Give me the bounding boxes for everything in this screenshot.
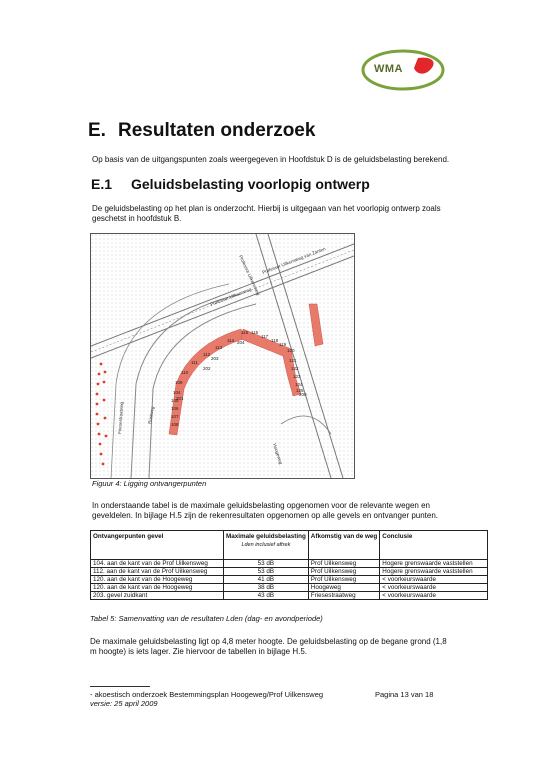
logo-text: WMA (374, 63, 403, 75)
cell-point: 104. aan de kant van de Prof Uilkensweg (91, 560, 224, 568)
cell-conclusion: Hogere grenswaarde vaststellen (380, 560, 488, 568)
footer-rule (90, 686, 150, 687)
receiver-label: 114 (227, 338, 235, 343)
receiver-dot (104, 371, 107, 374)
receiver-dot (103, 399, 106, 402)
receiver-label: 104 (173, 390, 181, 395)
section-heading (91, 176, 370, 192)
receiver-label: 109 (175, 380, 183, 385)
cell-load: 41 dB (224, 576, 309, 584)
chapter-number: E. (88, 120, 106, 141)
receiver-label: 106 (171, 406, 179, 411)
map-background (91, 234, 354, 478)
receiver-label: 123 (293, 374, 301, 379)
cell-point: 203. gevel zuidkant (91, 592, 224, 600)
table-caption: Tabel 5: Samenvatting van de resultaten Lden (dag- en avondperiode) (90, 614, 323, 623)
receiver-label: 119 (279, 342, 287, 347)
receiver-label: 122 (291, 366, 299, 371)
receiver-label: 108 (171, 422, 179, 427)
cell-point: 120. aan de kant van de Hoogeweg (91, 584, 224, 592)
cell-source: Prof Uilkensweg (308, 560, 379, 568)
header-load-label: Maximale geluidsbelasting (226, 533, 306, 540)
street-label: Rustweg (147, 406, 156, 425)
table-row (91, 592, 488, 600)
receiver-label: 112 (203, 352, 211, 357)
receiver-dot (96, 403, 99, 406)
intro-paragraph: Op basis van de uitgangspunten zoals weergegeven in Hoofdstuk D is de geluidsbelasting berekend. (92, 155, 450, 164)
section-paragraph: De geluidsbelasting op het plan is onderzocht. Hierbij is uitgegaan van het voorlopig ontwerp zoals geschetst in hoofdstuk B. (92, 204, 441, 223)
cell-load: 53 dB (224, 568, 309, 576)
receiver-label: 201 (176, 396, 184, 401)
receiver-label: 115 (241, 330, 249, 335)
receiver-dot (96, 413, 99, 416)
street-label: Friesestraatweg (117, 401, 125, 435)
footer-title: - akoestisch onderzoek Bestemmingsplan Hoogeweg/Prof Uilkensweg (90, 690, 324, 699)
chapter-title: Resultaten onderzoek (118, 120, 316, 141)
receiver-label: 107 (171, 414, 179, 419)
receiver-dot (105, 435, 108, 438)
section-title: Geluidsbelasting voorlopig ontwerp (131, 176, 370, 192)
receiver-dot (103, 381, 106, 384)
receiver-label: 200 (299, 392, 307, 397)
receiver-label: 203 (211, 356, 219, 361)
logo-ellipse-icon (360, 48, 446, 92)
cell-load: 53 dB (224, 560, 309, 568)
receiver-dot (100, 363, 103, 366)
table-header-row (91, 531, 488, 560)
receiver-dot (100, 453, 103, 456)
wma-logo (360, 48, 446, 92)
cell-point: 120. aan de kant van de Hoogeweg (91, 576, 224, 584)
cell-load: 38 dB (224, 584, 309, 592)
receiver-label: 125 (296, 388, 304, 393)
footer-left (90, 690, 323, 708)
receiver-label: 118 (271, 338, 279, 343)
street-label: Hoogeweg (272, 442, 284, 465)
chapter-heading (88, 120, 315, 142)
receiver-label: 117 (261, 334, 269, 339)
receiver-dot (97, 383, 100, 386)
cell-load: 43 dB (224, 592, 309, 600)
header-source: Afkomstig van de weg (308, 531, 379, 560)
cell-conclusion: Hogere grenswaarde vaststellen (380, 568, 488, 576)
receiver-dot (98, 433, 101, 436)
receiver-label: 113 (215, 345, 223, 350)
conclusion-paragraph: De maximale geluidsbelasting ligt op 4,8 meter hoogte. De geluidsbelasting op de begane grond (1,8 m hoogte) is iets lager. Zie hiervoor de tabellen in bijlage H.5. (90, 637, 447, 656)
receiver-label: 204 (237, 340, 245, 345)
receiver-dot (96, 393, 99, 396)
cell-source: Prof Uilkensweg (308, 576, 379, 584)
cell-conclusion: < voorkeurswaarde (380, 576, 488, 584)
receiver-dot (97, 423, 100, 426)
map-drawing (91, 234, 354, 478)
cell-conclusion: < voorkeurswaarde (380, 584, 488, 592)
cell-point: 112. aan de kant van de Prof Uilkensweg (91, 568, 224, 576)
receiver-label: 124 (295, 382, 303, 387)
footer-version: versie: 25 april 2009 (90, 699, 158, 708)
receiver-dot (102, 463, 105, 466)
receiver-label: 111 (191, 360, 198, 365)
street-label: Professor Uilkensweg van Zanten (261, 246, 327, 275)
header-point: Ontvangerpunten gevel (91, 531, 224, 560)
table-row (91, 584, 488, 592)
receiver-dot (99, 443, 102, 446)
footer-page-number: Pagina 13 van 18 (375, 690, 434, 699)
receiver-label: 121 (289, 358, 297, 363)
receiver-label: 105 (171, 398, 179, 403)
header-load (224, 531, 309, 560)
receiver-dot (98, 373, 101, 376)
section-number: E.1 (91, 176, 113, 192)
table-row (91, 576, 488, 584)
figure-caption: Figuur 4: Ligging ontvangerpunten (92, 479, 207, 488)
table-intro-paragraph: In onderstaande tabel is de maximale geluidsbelasting opgenomen voor de relevante wegen en geveldelen. In bijlage H.5 zijn de rekenresultaten opgenomen op alle gevels en ontvanger punten. (92, 501, 439, 520)
street-label: Professor Uilkensweg (209, 286, 252, 307)
results-table (90, 530, 488, 600)
receiver-label: 110 (181, 370, 189, 375)
header-load-note: Lden inclusief aftrek (241, 542, 291, 548)
cell-source: Prof Uilkensweg (308, 568, 379, 576)
receiver-label: 116 (251, 330, 259, 335)
receiver-dot (104, 417, 107, 420)
cell-source: Hoogeweg (308, 584, 379, 592)
table-body (91, 560, 488, 600)
receiver-label: 202 (203, 366, 211, 371)
table-row (91, 568, 488, 576)
cell-conclusion: < voorkeurswaarde (380, 592, 488, 600)
table-row (91, 560, 488, 568)
receiver-label: 120 (287, 348, 295, 353)
location-map (90, 233, 355, 479)
header-conclusion: Conclusie (380, 531, 488, 560)
street-label: Professor Uilkensweg (238, 254, 262, 296)
cell-source: Friesestraatweg (308, 592, 379, 600)
